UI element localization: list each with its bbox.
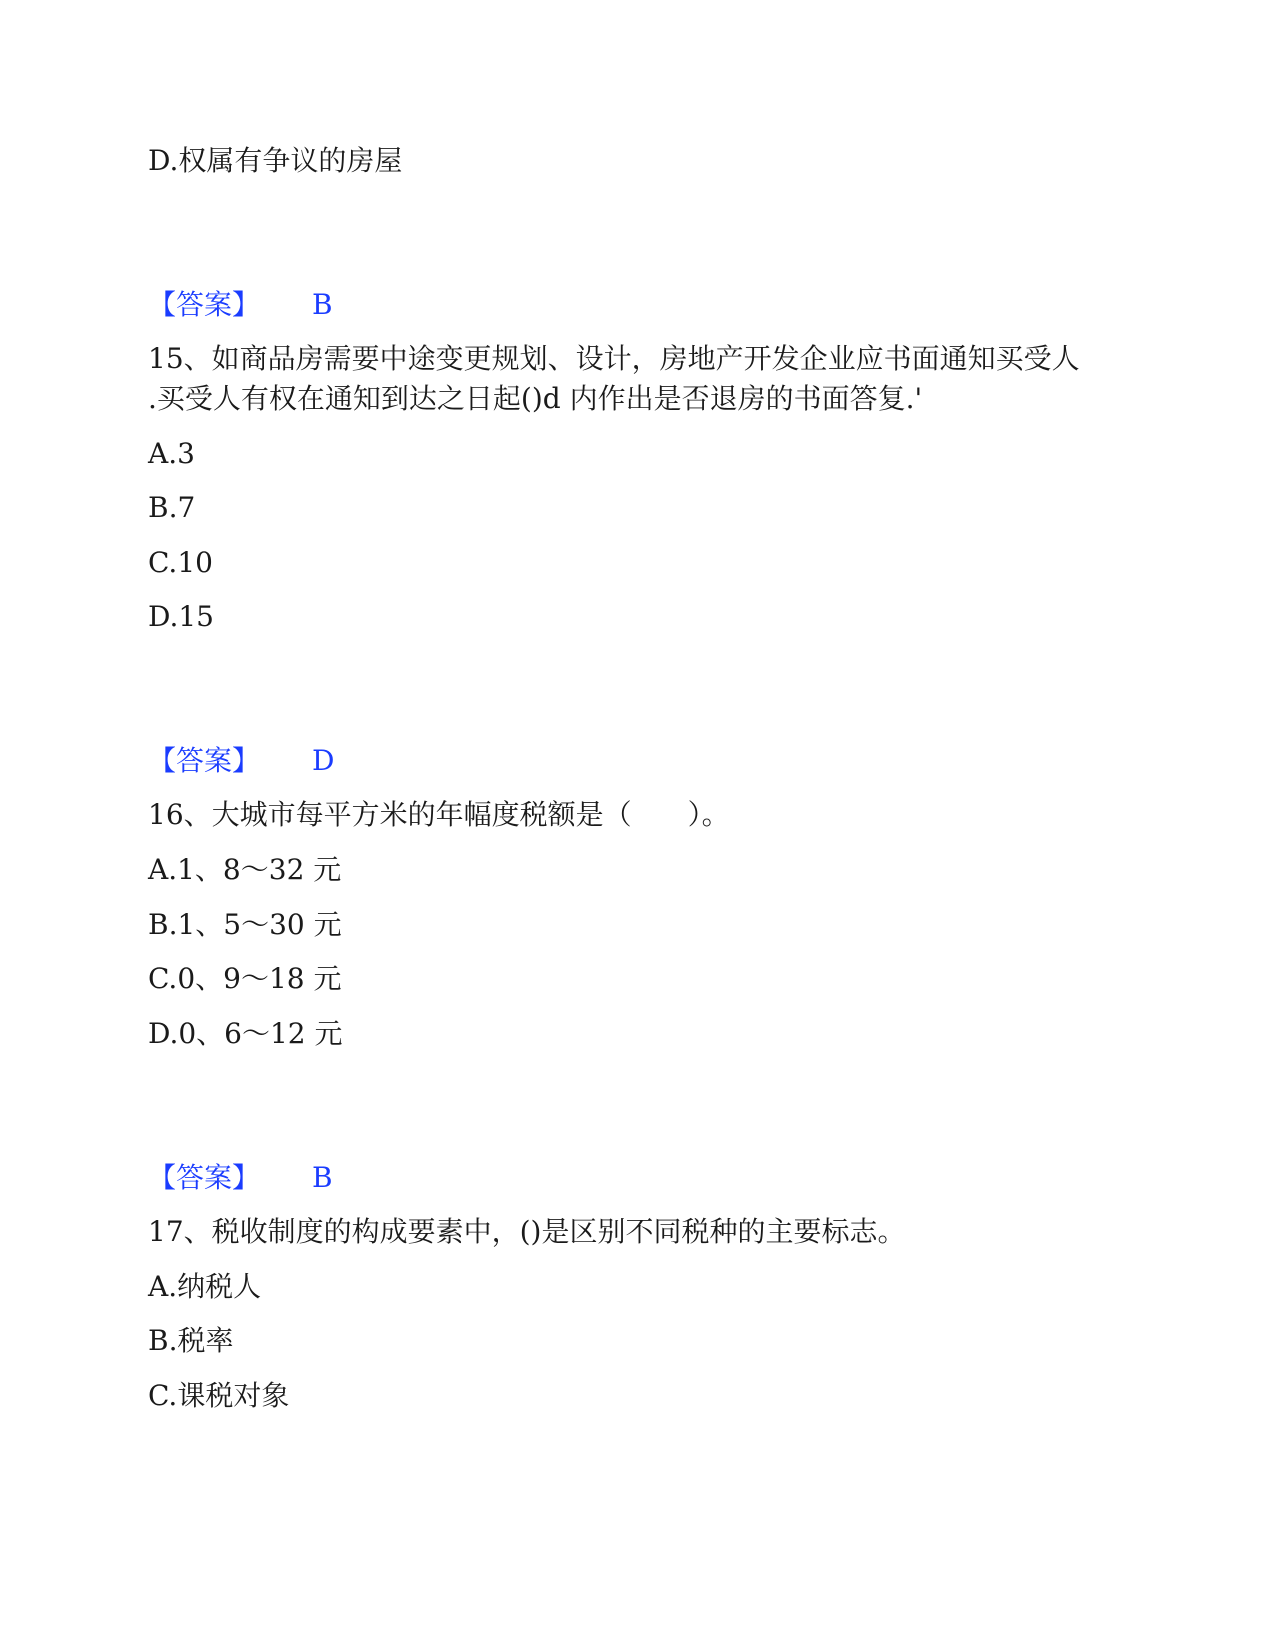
answer-value: B: [312, 288, 333, 321]
question-15-option-d: D.15: [148, 600, 214, 633]
answer-label: 【答案】: [148, 1161, 261, 1194]
question-15-answer: [148, 743, 334, 779]
question-16-stem: 16、大城市每平方米的年幅度税额是（ ）。: [148, 798, 730, 831]
question-15-stem-line1: 15、如商品房需要中途变更规划、设计，房地产开发企业应书面通知买受人: [148, 342, 1080, 375]
answer-label: 【答案】: [148, 744, 261, 777]
question-16-answer: [148, 1160, 333, 1196]
answer-value: B: [312, 1161, 333, 1194]
question-16-option-d: D.0、6～12 元: [148, 1017, 343, 1050]
option-d: D.权属有争议的房屋: [148, 144, 403, 177]
question-15-option-c: C.10: [148, 546, 213, 579]
answer-value: D: [312, 744, 335, 777]
question-17-option-c: C.课税对象: [148, 1379, 290, 1412]
question-15-stem-line2: .买受人有权在通知到达之日起()d 内作出是否退房的书面答复.': [148, 382, 923, 415]
question-17-stem: 17、税收制度的构成要素中，()是区别不同税种的主要标志。: [148, 1215, 906, 1248]
question-16-option-a: A.1、8～32 元: [148, 853, 342, 886]
question-16-option-b: B.1、5～30 元: [148, 908, 342, 941]
answer-line: [148, 287, 333, 323]
answer-label: 【答案】: [148, 288, 261, 321]
question-15-option-b: B.7: [148, 491, 196, 524]
question-16-option-c: C.0、9～18 元: [148, 962, 342, 995]
question-15-option-a: A.3: [148, 437, 195, 470]
question-17-option-b: B.税率: [148, 1324, 234, 1357]
question-17-option-a: A.纳税人: [148, 1270, 262, 1303]
